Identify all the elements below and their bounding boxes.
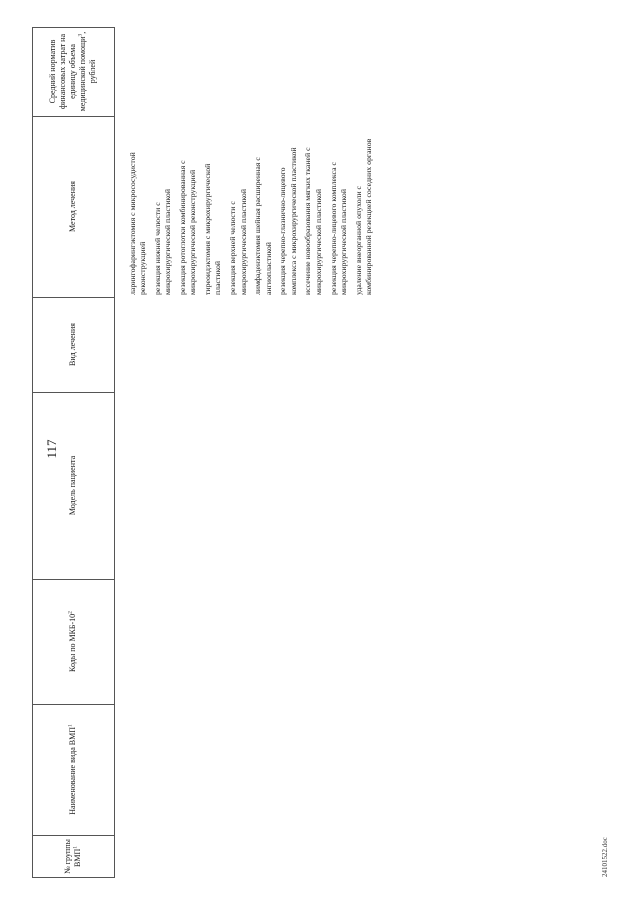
- document-filename: 24101522.doc: [601, 837, 609, 877]
- header-vmp-name: Наименование вида ВМП$^1$: [67, 724, 77, 815]
- list-item: резекция ротоглотки комбинированная с микрохирургической реконструкцией: [178, 160, 198, 295]
- treatment-method-list: [128, 137, 379, 295]
- list-item: лимфаденэктомия шейная расширенная с ангиопластикой: [253, 157, 273, 295]
- list-item: иссечение новообразования мягких тканей с микрохирургической пластикой: [303, 147, 323, 295]
- list-item: удаление внеорганной опухоли с комбинированной резекцией соседних органов: [353, 138, 373, 295]
- list-item: резекция нижней челюсти с микрохирургической пластикой: [153, 188, 173, 295]
- header-treatment-method: Метод лечения: [68, 181, 77, 232]
- page-number: 117: [44, 439, 59, 459]
- header-treatment-type: Вид лечения: [68, 323, 77, 366]
- header-bottom-rule: [114, 27, 115, 878]
- list-item: резекция черепно-лицевого комплекса с микрохирургической пластикой: [328, 162, 348, 295]
- list-item: ларингофарингэктомия с микрососудистой реконструкцией: [128, 152, 148, 295]
- list-item: тиреоидэктомия с микрохирургической пластикой: [203, 163, 223, 295]
- header-group-number: № группы ВМП$^1$: [63, 839, 82, 874]
- header-mkb-codes: Коды по МКБ-$10^2$: [67, 611, 77, 672]
- list-item: резекция черепно-глазнично-лицевого комплекса с микрохирургической пластикой: [278, 147, 298, 295]
- header-cost-norm: Средний норматив финансовых затрат на единицу объема медицинской помощи$^3$, рублей: [48, 31, 97, 112]
- list-item: резекция верхней челюсти с микрохирургической пластикой: [228, 188, 248, 295]
- header-patient-model: Модель пациента: [68, 455, 77, 516]
